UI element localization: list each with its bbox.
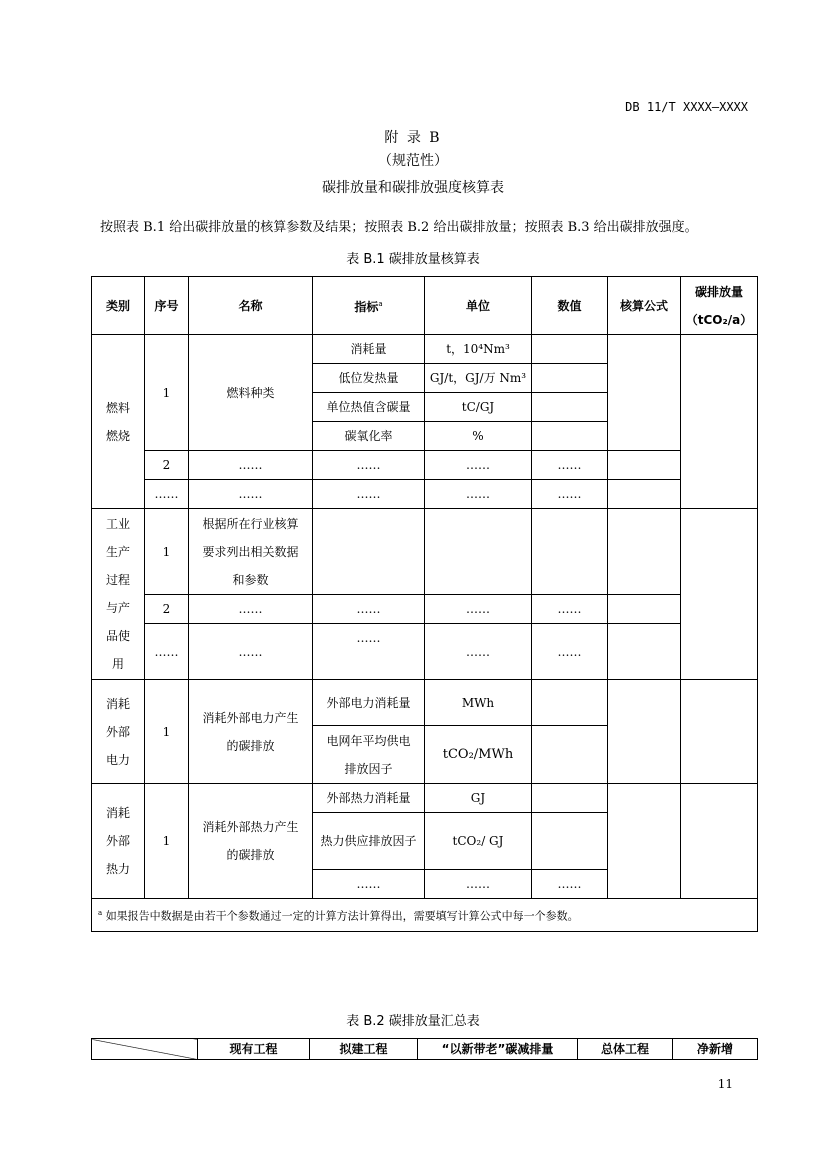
fuel-value-3: …… [532, 480, 608, 509]
industry-unit-2: …… [425, 595, 532, 624]
emission-summary-table [91, 1038, 758, 1060]
fuel-seq-2: 2 [145, 451, 189, 480]
industry-indicator-3: …… [313, 624, 425, 680]
electricity-indicator-factor: 电网年平均供电排放因子 [313, 726, 425, 784]
fuel-value-carbon-content [532, 393, 608, 422]
category-industry: 工业生产过程与产品使用 [92, 509, 145, 680]
header-overall: 总体工程 [578, 1039, 673, 1060]
heat-indicator-factor: 热力供应排放因子 [313, 813, 425, 870]
header-seq: 序号 [145, 277, 189, 335]
industry-name-2: …… [189, 595, 313, 624]
industry-indicator-2: …… [313, 595, 425, 624]
fuel-unit-ncv: GJ/t，GJ/万 Nm³ [425, 364, 532, 393]
electricity-unit-factor: tCO₂/MWh [425, 726, 532, 784]
header-value: 数值 [532, 277, 608, 335]
fuel-formula-3 [608, 480, 681, 509]
fuel-unit-2: …… [425, 451, 532, 480]
header-emission: 碳排放量 （tCO₂/a） [681, 277, 758, 335]
fuel-indicator-ncv: 低位发热量 [313, 364, 425, 393]
heat-unit-3: …… [425, 870, 532, 899]
appendix-nature: （规范性） [378, 153, 448, 169]
industry-name-1: 根据所在行业核算要求列出相关数据和参数 [189, 509, 313, 595]
electricity-unit-consumption: MWh [425, 680, 532, 726]
heat-unit-consumption: GJ [425, 784, 532, 813]
fuel-unit-carbon-content: tC/GJ [425, 393, 532, 422]
electricity-value-consumption [532, 680, 608, 726]
emission-accounting-table [91, 276, 758, 932]
industry-value-2: …… [532, 595, 608, 624]
fuel-unit-oxidation: % [425, 422, 532, 451]
fuel-indicator-3: …… [313, 480, 425, 509]
fuel-formula-2 [608, 451, 681, 480]
header-unit: 单位 [425, 277, 532, 335]
fuel-name-1: 燃料种类 [189, 335, 313, 451]
fuel-value-consumption [532, 335, 608, 364]
industry-indicator-1 [313, 509, 425, 595]
heat-indicator-3: …… [313, 870, 425, 899]
fuel-unit-consumption: t，10⁴Nm³ [425, 335, 532, 364]
header-formula: 核算公式 [608, 277, 681, 335]
fuel-seq-3: …… [145, 480, 189, 509]
industry-formula-1 [608, 509, 681, 595]
electricity-seq: 1 [145, 680, 189, 784]
heat-value-3: …… [532, 870, 608, 899]
electricity-value-factor [532, 726, 608, 784]
industry-value-1 [532, 509, 608, 595]
electricity-formula [608, 680, 681, 784]
heat-unit-factor: tCO₂/ GJ [425, 813, 532, 870]
fuel-indicator-carbon-content: 单位热值含碳量 [313, 393, 425, 422]
fuel-indicator-2: …… [313, 451, 425, 480]
document-code: DB 11/T XXXX—XXXX [625, 100, 748, 114]
table1-caption: 表 B.1 碳排放量核算表 [346, 252, 480, 267]
page-number: 11 [717, 1077, 733, 1091]
electricity-name: 消耗外部电力产生的碳排放 [189, 680, 313, 784]
fuel-seq-1: 1 [145, 335, 189, 451]
industry-seq-3: …… [145, 624, 189, 680]
diagonal-header-cell [92, 1039, 198, 1060]
header-net-increase: 净新增 [673, 1039, 758, 1060]
appendix-subtitle: 碳排放量和碳排放强度核算表 [322, 180, 504, 196]
industry-emission [681, 509, 758, 680]
table2-caption: 表 B.2 碳排放量汇总表 [346, 1014, 480, 1029]
industry-name-3: …… [189, 624, 313, 680]
fuel-value-2: …… [532, 451, 608, 480]
electricity-indicator-consumption: 外部电力消耗量 [313, 680, 425, 726]
fuel-value-oxidation [532, 422, 608, 451]
fuel-name-3: …… [189, 480, 313, 509]
industry-unit-3: …… [425, 624, 532, 680]
header-category: 类别 [92, 277, 145, 335]
heat-value-consumption [532, 784, 608, 813]
intro-paragraph: 按照表 B.1 给出碳排放量的核算参数及结果；按照表 B.2 给出碳排放量；按照表 B.3 给出碳排放强度。 [100, 220, 698, 235]
fuel-formula-1 [608, 335, 681, 451]
header-existing: 现有工程 [198, 1039, 310, 1060]
appendix-title: 附 录 B [384, 130, 442, 146]
header-proposed: 拟建工程 [310, 1039, 418, 1060]
header-indicator: 指标$^a$ [313, 277, 425, 335]
heat-emission [681, 784, 758, 899]
industry-formula-3 [608, 624, 681, 680]
industry-unit-1 [425, 509, 532, 595]
category-fuel: 燃料燃烧 [92, 335, 145, 509]
heat-name: 消耗外部热力产生的碳排放 [189, 784, 313, 899]
heat-value-factor [532, 813, 608, 870]
industry-seq-1: 1 [145, 509, 189, 595]
electricity-emission [681, 680, 758, 784]
header-reduction: “以新带老”碳减排量 [418, 1039, 578, 1060]
fuel-indicator-oxidation: 碳氧化率 [313, 422, 425, 451]
category-heat: 消耗外部热力 [92, 784, 145, 899]
heat-seq: 1 [145, 784, 189, 899]
fuel-unit-3: …… [425, 480, 532, 509]
heat-indicator-consumption: 外部热力消耗量 [313, 784, 425, 813]
fuel-indicator-consumption: 消耗量 [313, 335, 425, 364]
fuel-name-2: …… [189, 451, 313, 480]
industry-value-3: …… [532, 624, 608, 680]
industry-formula-2 [608, 595, 681, 624]
heat-formula [608, 784, 681, 899]
category-electricity: 消耗外部电力 [92, 680, 145, 784]
table1-footnote: $^a$ 如果报告中数据是由若干个参数通过一定的计算方法计算得出，需要填写计算公式中每一个参数。 [92, 899, 758, 932]
fuel-value-ncv [532, 364, 608, 393]
header-name: 名称 [189, 277, 313, 335]
industry-seq-2: 2 [145, 595, 189, 624]
fuel-emission [681, 335, 758, 509]
